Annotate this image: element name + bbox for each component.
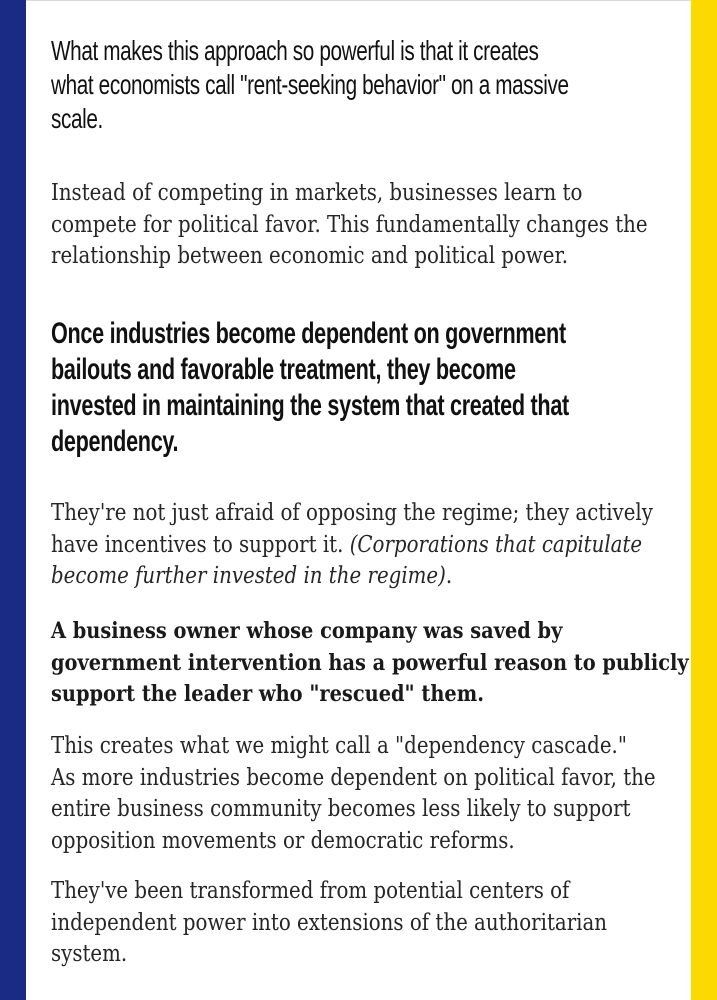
paragraph-line: opposition movements or democratic reforms. [51, 827, 515, 854]
heading-line: what economists call "rent-seeking behavior" on a massive [51, 69, 569, 100]
heading-line: bailouts and favorable treatment, they become [51, 353, 516, 386]
top-divider [26, 0, 691, 1]
paragraph-line: entire business community becomes less likely to support [51, 796, 631, 822]
paragraph-text: . [445, 563, 453, 589]
heading-line: Once industries become dependent on government [51, 317, 566, 350]
paragraph-line: independent power into extensions of the authoritarian [51, 909, 608, 936]
left-accent-bar [0, 0, 26, 1000]
paragraph-line: They're not just afraid of opposing the regime; they actively [51, 500, 653, 526]
paragraph-business-owner [51, 616, 689, 711]
paragraph-line: They've been transformed from potential centers of [51, 878, 570, 904]
paragraph-incentives [51, 498, 653, 593]
paragraph-line: relationship between economic and political power. [51, 243, 569, 269]
paragraph-italic-aside: (Corporations that capitulate [349, 531, 643, 558]
heading-line: What makes this approach so powerful is that it creates [51, 35, 539, 66]
heading-line: invested in maintaining the system that created that [51, 389, 569, 422]
section-heading-dependency [51, 316, 569, 460]
paragraph-text: have incentives to support it. [51, 531, 350, 558]
paragraph-line [51, 530, 653, 562]
paragraph-line: system. [51, 941, 128, 967]
section-heading-rent-seeking [51, 34, 569, 136]
paragraph-line: support the leader who "rescued" them. [51, 681, 484, 707]
right-accent-bar [691, 0, 717, 1000]
paragraph-dependency-cascade [51, 731, 656, 857]
heading-line: scale. [51, 103, 103, 134]
paragraph-line [51, 561, 653, 593]
paragraph-italic-aside: become further invested in the regime) [51, 563, 446, 589]
paragraph-line: As more industries become dependent on political favor, the [51, 764, 656, 791]
paragraph-line: compete for political favor. This fundamentally changes the [51, 211, 648, 238]
paragraph-line: Instead of competing in markets, businesses learn to [51, 180, 583, 206]
paragraph-line: A business owner whose company was saved by [51, 618, 563, 644]
paragraph-line: This creates what we might call a "dependency cascade." [51, 733, 627, 759]
paragraph-transformed [51, 876, 607, 971]
paragraph-political-favor [51, 178, 648, 273]
heading-line: dependency. [51, 425, 179, 458]
paragraph-line: government intervention has a powerful reason to publicly [51, 649, 689, 676]
